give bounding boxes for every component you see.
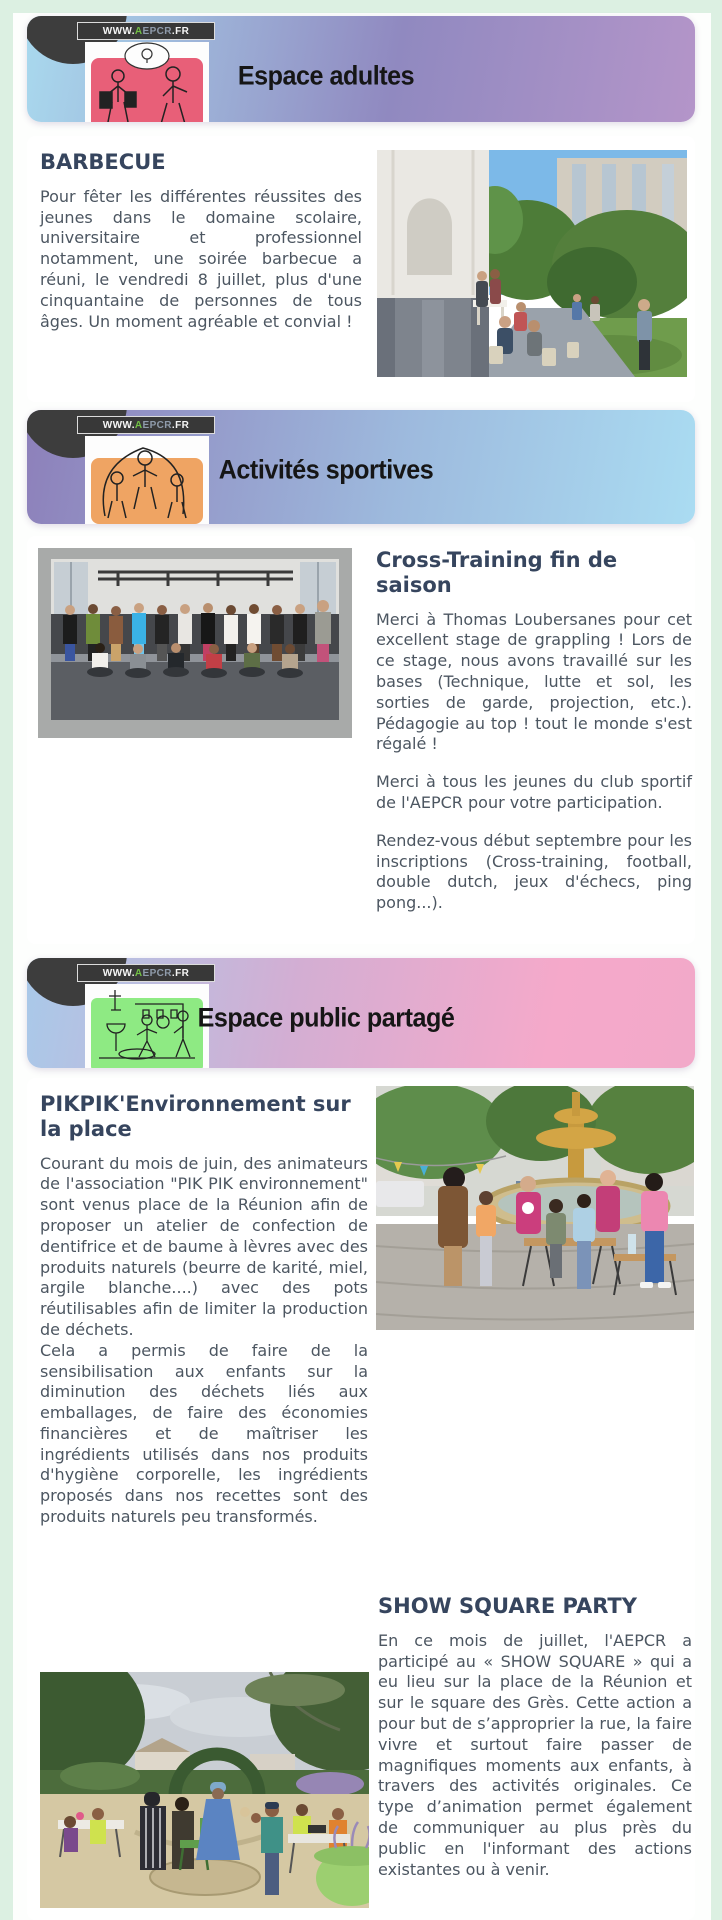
cross-training-photo <box>38 548 352 738</box>
show-square-paragraph: En ce mois de juillet, l'AEPCR a participé au « SHOW SQUARE » qui a eu lieu sur la place de la Réunion et sur le square des Grès. Cette action a pour but de s’approprier la rue, la faire vivre et surtout faire passer de magnifiques moments aux enfants, à travers des activités originales. Ce type d’animation permet également de communiquer au plus près du public en l'informant des actions existantes ou à venir. <box>378 1630 692 1879</box>
barbecue-heading: BARBECUE <box>40 150 166 174</box>
aepcr-url-bar <box>77 22 215 40</box>
pikpik-text-block <box>40 1092 368 1528</box>
show-square-photo <box>40 1672 369 1908</box>
banner-title-espace-adultes: Espace adultes <box>237 60 415 91</box>
logo-url-www: WWW. <box>102 419 135 431</box>
logo-url-a: A <box>134 967 143 979</box>
logo-url-epcr: EPCR <box>142 419 172 431</box>
banner-espace-public-partage <box>27 958 695 1068</box>
banner-espace-adultes <box>27 16 695 122</box>
cross-training-heading: Cross-Training fin de saison <box>376 548 618 597</box>
aepcr-url-bar <box>77 964 215 982</box>
cross-training-paragraph-3: Rendez-vous début septembre pour les inscriptions (Cross-training, football, double dutch, jeux d'échecs, ping pong...). <box>376 830 692 913</box>
pikpik-paragraph-2: Cela a permis de faire de la sensibilisation aux enfants sur la diminution des déchets liés aux emballages, de faire des économies financières et de maîtriser les ingrédients utilisés dans nos produits d'hygiène corporelle, les ingrédients proposés dans nos recettes sont des produits naturels peu transformés. <box>40 1340 368 1527</box>
logo-url-fr: .FR <box>171 419 190 431</box>
cross-training-text-block <box>376 548 692 931</box>
barbecue-photo <box>377 150 687 377</box>
logo-url-a: A <box>134 25 143 37</box>
show-square-text-block <box>378 1594 692 1897</box>
cross-training-paragraph-1: Merci à Thomas Loubersanes pour cet excellent stage de grappling ! Lors de ce stage, nous avons travaillé sur les bases (Technique, lutte et sol, les sorties de garde, projection, etc.). Pédagogie au top ! tout le monde s'est régalé ! <box>376 609 692 754</box>
logo-url-www: WWW. <box>102 967 135 979</box>
banner-title-activites-sportives: Activités sportives <box>218 454 434 485</box>
section-espace-public <box>27 1078 695 1920</box>
logo-url-fr: .FR <box>171 967 190 979</box>
section-barbecue <box>27 136 695 402</box>
banner-activites-sportives <box>27 410 695 524</box>
pikpik-photo <box>376 1086 694 1330</box>
logo-url-epcr: EPCR <box>142 967 172 979</box>
logo-url-epcr: EPCR <box>142 25 172 37</box>
pikpik-heading: PIKPIK'Environnement sur la place <box>40 1092 351 1141</box>
logo-url-fr: .FR <box>171 25 190 37</box>
logo-url-www: WWW. <box>102 25 135 37</box>
cross-training-paragraph-2: Merci à tous les jeunes du club sportif de l'AEPCR pour votre participation. <box>376 772 692 812</box>
show-square-heading: SHOW SQUARE PARTY <box>378 1594 637 1618</box>
logo-url-a: A <box>134 419 143 431</box>
aepcr-url-bar <box>77 416 215 434</box>
barbecue-paragraph: Pour fêter les différentes réussites des jeunes dans le domaine scolaire, universitaire et professionnel notamment, une soirée barbecue a réuni, le vendredi 8 juillet, plus d'une cinquantaine de personnes de tous âges. Un moment agréable et convial ! <box>40 186 362 331</box>
pikpik-paragraph-1: Courant du mois de juin, des animateurs de l'association "PIK PIK environnement" sont venus place de la Réunion afin de proposer un atelier de confection de dentifrice et de baume à lèvres avec des produits naturels (beurre de karité, miel, argile blanche....) avec des pots réutilisables afin de limiter la production de déchets. <box>40 1153 368 1339</box>
banner-title-espace-public-partage: Espace public partagé <box>197 1002 455 1033</box>
section-cross-training <box>27 536 695 944</box>
barbecue-text-block <box>40 150 362 349</box>
